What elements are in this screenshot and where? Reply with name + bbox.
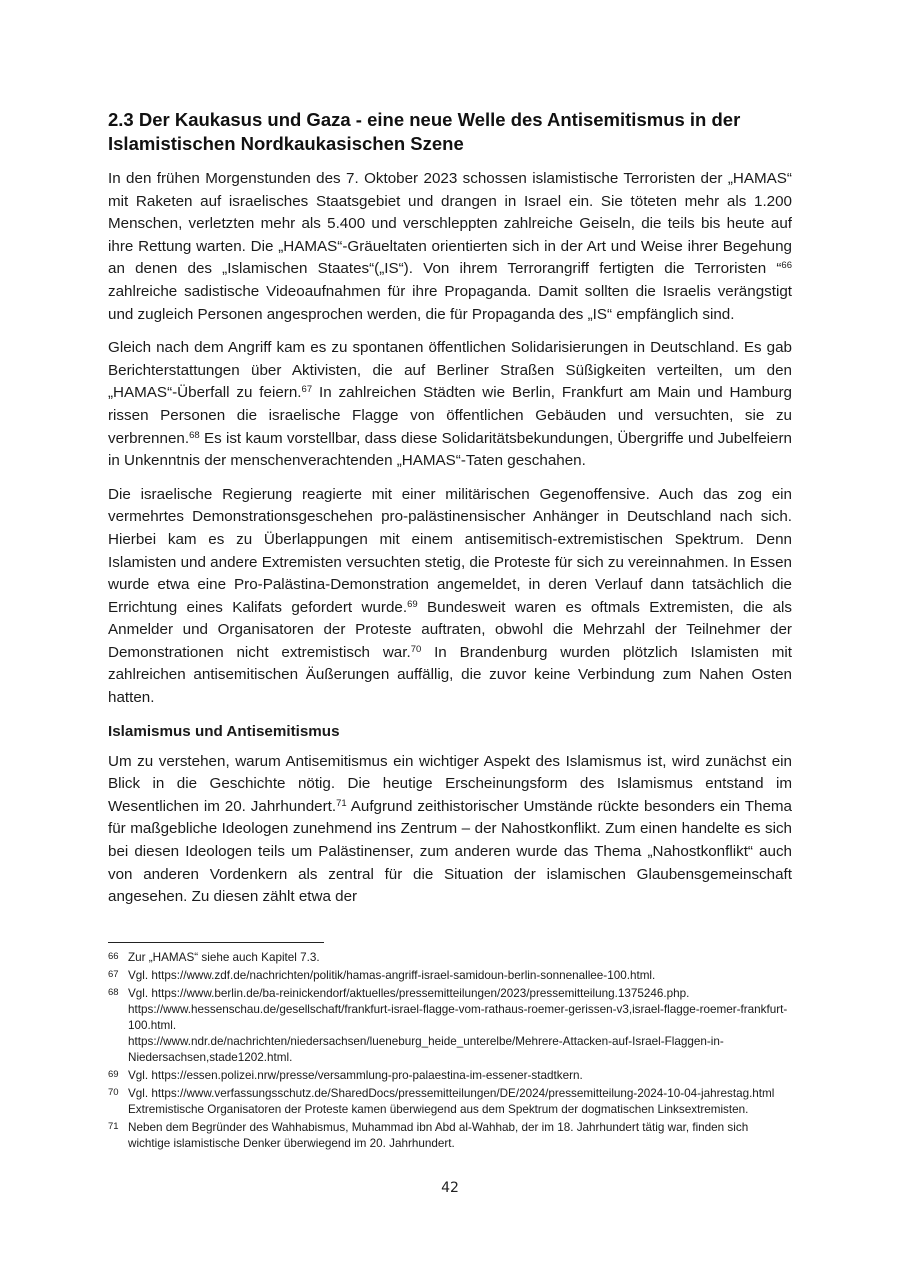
paragraph-1	[108, 168, 792, 326]
page-body	[108, 108, 792, 920]
paragraph-1-text-a: In den frühen Morgenstunden des 7. Oktober 2023 schossen islamistische Terroristen der „HAMAS“ mit Raketen auf israelisches Staatsgebiet und drangen in Israel ein. Sie töteten mehr als 1.200 Menschen, verletzten mehr als 5.400 und verschleppten zahlreiche Geiseln, die teils bis heute auf ihre Rettung warten. Die „HAMAS“-Gräueltaten orientierten sich in der Art und Weise ihrer Begehung an denen des „Islamischen Staates“(„IS“). Von ihrem Terrorangriff fertigten die Terroristen “	[108, 170, 792, 278]
footnote-number: 67	[108, 969, 119, 980]
footnote-71	[108, 1120, 792, 1152]
footnote-text: Zur „HAMAS“ siehe auch Kapitel 7.3.	[128, 951, 320, 964]
paragraph-3-text-c: In Brandenburg wurden plötzlich Islamisten mit zahlreichen antisemitischen Äußerungen auffällig, die zuvor keine Verbindung zum Nahen Osten hatten.	[108, 643, 792, 707]
footnotes	[108, 950, 792, 1154]
footnote-70	[108, 1086, 792, 1118]
paragraph-4	[108, 751, 792, 909]
footnote-link[interactable]: Vgl. https://www.verfassungsschutz.de/SharedDocs/pressemitteilungen/DE/2024/pressemitteilung-2024-10-04-jahrestag.html Extremistische Organisatoren der Proteste kamen überwiegend aus dem Spektrum der dogmatischen Linksextremisten.	[128, 1087, 775, 1116]
footnote-ref-66[interactable]: 66	[781, 260, 792, 272]
footnote-69	[108, 1068, 792, 1084]
footnote-ref-71[interactable]: 71	[336, 797, 347, 809]
page-number: 42	[441, 1180, 459, 1196]
footnote-68	[108, 986, 792, 1066]
footnote-link[interactable]: Vgl. https://www.berlin.de/ba-reinickendorf/aktuelles/pressemitteilungen/2023/pressemitteilung.1375246.php.	[128, 987, 690, 1000]
section-heading: 2.3 Der Kaukasus und Gaza - eine neue Welle des Antisemitismus in der Islamistischen Nordkaukasischen Szene	[108, 109, 741, 154]
paragraph-4-text-a: Um zu verstehen, warum Antisemitismus ein wichtiger Aspekt des Islamismus ist, wird zunächst ein Blick in die Geschichte nötig. Die heutige Erscheinungsform des Islamismus entstand im Wesentlichen im 20. Jahrhundert.	[108, 752, 792, 815]
footnote-number: 66	[108, 951, 119, 962]
paragraph-2-text-a: Gleich nach dem Angriff kam es zu spontanen öffentlichen Solidarisierungen in Deutschland. Es gab Berichterstattungen über Aktivisten, die auf Berliner Straßen Süßigkeiten verteilten, um den „HAMAS“-Überfall zu feiern.	[108, 339, 792, 402]
footnote-67	[108, 968, 792, 984]
paragraph-2	[108, 337, 792, 473]
footnote-number: 71	[108, 1121, 119, 1132]
paragraph-2-text-b: In zahlreichen Städten wie Berlin, Frankfurt am Main und Hamburg rissen Personen die israelische Flagge von öffentlichen Gebäuden und versuchten, sie zu verbrennen.	[108, 384, 792, 447]
footnote-link[interactable]: Vgl. https://www.zdf.de/nachrichten/politik/hamas-angriff-israel-samidoun-berlin-sonnenallee-100.html.	[128, 969, 656, 982]
footnote-link[interactable]: Vgl. https://essen.polizei.nrw/presse/versammlung-pro-palaestina-im-essener-stadtkern.	[128, 1069, 583, 1082]
paragraph-3-text-b: Bundesweit waren es oftmals Extremisten, die als Anmelder und Organisatoren der Proteste auftraten, obwohl die Mehrzahl der Teilnehmer der Demonstrationen nicht extremistisch war.	[108, 598, 792, 661]
footnote-link[interactable]: https://www.hessenschau.de/gesellschaft/frankfurt-israel-flagge-vom-rathaus-roemer-gerissen-v3,israel-flagge-roemer-frankfurt-100.html.	[128, 1003, 788, 1032]
footnote-link[interactable]: https://www.ndr.de/nachrichten/niedersachsen/lueneburg_heide_unterelbe/Mehrere-Attacken-auf-Israel-Flaggen-in-Niedersachsen,stade1202.html.	[128, 1035, 724, 1064]
footnote-text: Neben dem Begründer des Wahhabismus, Muhammad ibn Abd al-Wahhab, der im 18. Jahrhundert tätig war, finden sich wichtige islamistische Denker überwiegend im 20. Jahrhundert.	[128, 1121, 749, 1150]
footnote-number: 70	[108, 1087, 119, 1098]
footnote-ref-68[interactable]: 68	[189, 429, 200, 441]
paragraph-3-text-a: Die israelische Regierung reagierte mit einer militärischen Gegenoffensive. Auch das zog ein vermehrtes Demonstrationsgeschehen pro-palästinensischer Anhänger in Deutschland nach sich. Hierbei kam es zu Überlappungen mit einem antisemitisch-extremistischen Spektrum. Denn Islamisten und andere Extremisten versuchten stetig, die Proteste für sich zu vereinnahmen. In Essen wurde etwa eine Pro-Palästina-Demonstration angemeldet, in deren Verlauf dann tatsächlich die Errichtung eines Kalifats gefordert wurde.	[108, 485, 792, 616]
paragraph-4-text-b: Aufgrund zeithistorischer Umstände rückte besonders ein Thema für maßgebliche Ideologen zunehmend ins Zentrum – der Nahostkonflikt. Zum einen handelte es sich bei diesen Ideologen teils um Palästinenser, zum anderen wurde das Thema „Nahostkonflikt“ auch von anderen Vordenkern als zentral für die Situation der islamischen Glaubensgemeinschaft angesehen. Zu diesen zählt etwa der	[108, 797, 793, 906]
paragraph-1-text-b: zahlreiche sadistische Videoaufnahmen für ihre Propaganda. Damit sollten die Israelis verängstigt und zugleich Personen angesprochen werden, die für Propaganda des „IS“ empfänglich sind.	[108, 282, 792, 323]
footnote-ref-69[interactable]: 69	[407, 598, 418, 610]
footnote-ref-67[interactable]: 67	[301, 384, 313, 396]
paragraph-2-text-c: Es ist kaum vorstellbar, dass diese Solidaritätsbekundungen, Übergriffe und Jubelfeiern in Unkenntnis der menschenverachtenden „HAMAS“-Taten geschahen.	[108, 429, 792, 470]
paragraph-3	[108, 484, 792, 710]
footnote-divider	[108, 942, 324, 943]
subheading: Islamismus und Antisemitismus	[108, 722, 340, 740]
footnote-ref-70[interactable]: 70	[410, 643, 422, 655]
footnote-number: 68	[108, 987, 119, 998]
footnote-number: 69	[108, 1069, 119, 1080]
footnote-66	[108, 950, 792, 966]
